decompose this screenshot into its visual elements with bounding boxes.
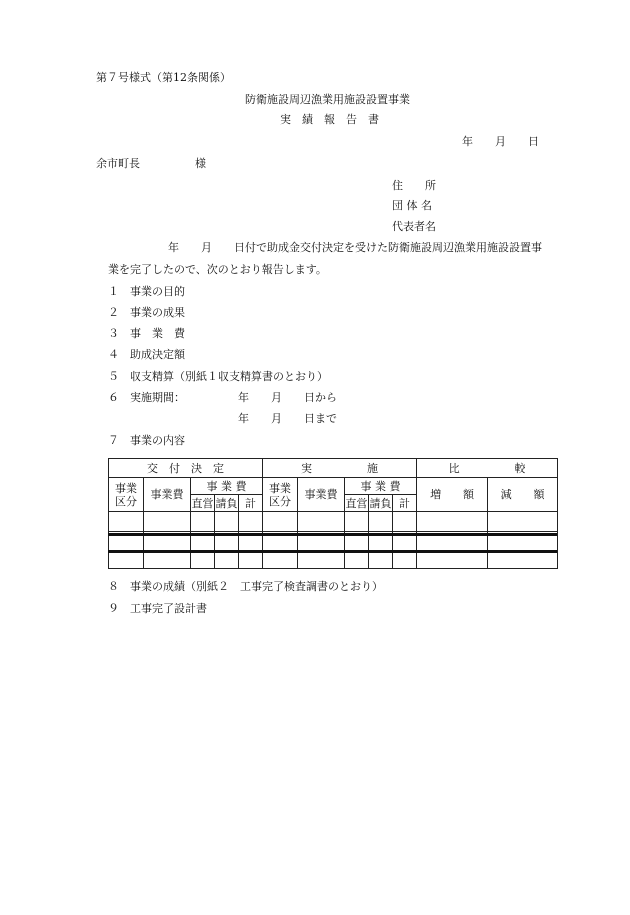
representative-label: 代表者名 bbox=[392, 220, 436, 233]
decision-category-header: 事業 区分 bbox=[109, 478, 144, 512]
item-4: ４ 助成決定額 bbox=[108, 348, 185, 361]
form-number: 第７号様式（第12条関係） bbox=[96, 71, 231, 84]
actual-contract-header: 請負 bbox=[369, 496, 392, 510]
decision-cost-group-header: 事 業 費 bbox=[191, 478, 263, 495]
period-from: 年 月 日から bbox=[238, 391, 337, 404]
report-date: 年 月 日 bbox=[462, 135, 539, 148]
actual-cost-header: 事業費 bbox=[298, 478, 345, 512]
body-text-line1: 年 月 日付で助成金交付決定を受けた防衛施設周辺漁業用施設設置事 bbox=[168, 241, 542, 254]
item-5: ５ 収支精算（別紙１収支精算書のとおり） bbox=[108, 370, 328, 383]
decision-direct-header: 直営 bbox=[191, 496, 214, 510]
body-text-line2: 業を完了したので、次のとおり報告します。 bbox=[108, 263, 327, 276]
item-6: ６ 実施期間： bbox=[108, 391, 185, 404]
increase-header: 増 額 bbox=[417, 478, 488, 512]
item-9: ９ 工事完了設計書 bbox=[108, 602, 207, 615]
decision-total-header: 計 bbox=[239, 495, 263, 512]
actual-cost-group-header: 事 業 費 bbox=[345, 478, 417, 495]
header-decision: 交 付 決 定 bbox=[109, 459, 263, 478]
actual-total-header: 計 bbox=[393, 495, 417, 512]
form-title-line2: 実 績 報 告 書 bbox=[280, 113, 379, 126]
table-divider bbox=[108, 550, 557, 553]
item-2: ２ 事業の成果 bbox=[108, 306, 185, 319]
decrease-header: 減 額 bbox=[488, 478, 558, 512]
actual-category-header: 事業 区分 bbox=[263, 478, 298, 512]
form-title-line1: 防衛施設周辺漁業用施設設置事業 bbox=[245, 93, 410, 106]
header-compare: 比 較 bbox=[417, 459, 558, 478]
org-name-label: 団 体 名 bbox=[392, 199, 432, 212]
addressee: 余市町長 様 bbox=[96, 157, 206, 170]
item-3: ３ 事 業 費 bbox=[108, 327, 185, 340]
decision-contract-header: 請負 bbox=[215, 496, 238, 510]
table-divider bbox=[108, 533, 557, 536]
address-label: 住 所 bbox=[392, 179, 436, 192]
item-7: ７ 事業の内容 bbox=[108, 434, 185, 447]
actual-direct-header: 直営 bbox=[345, 496, 368, 510]
table-row bbox=[109, 552, 558, 569]
item-1: １ 事業の目的 bbox=[108, 285, 185, 298]
table-row bbox=[109, 512, 558, 532]
item-8: ８ 事業の成績（別紙２ 工事完了検査調書のとおり） bbox=[108, 580, 383, 593]
decision-cost-header: 事業費 bbox=[144, 478, 191, 512]
header-actual: 実 施 bbox=[263, 459, 417, 478]
period-to: 年 月 日まで bbox=[238, 412, 337, 425]
